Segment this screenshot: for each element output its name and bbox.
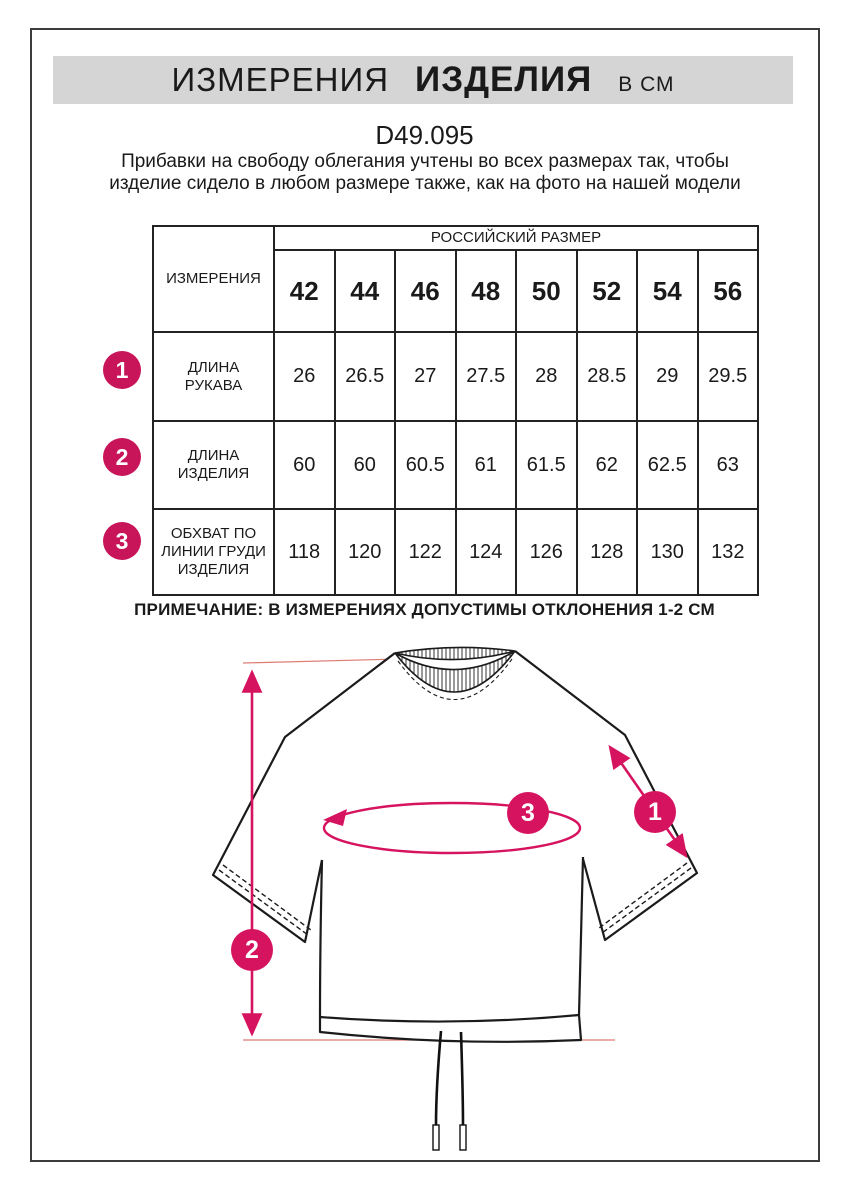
cell-value: 118 [274, 509, 335, 595]
size-header: 52 [577, 250, 638, 332]
size-header: 46 [395, 250, 456, 332]
product-code: D49.095 [375, 120, 474, 150]
tolerance-note: ПРИМЕЧАНИЕ: В ИЗМЕРЕНИЯХ ДОПУСТИМЫ ОТКЛОНЕНИЯ 1-2 СМ [134, 600, 715, 619]
row-number-badge: 2 [103, 438, 141, 476]
row-label: ОБХВАТ ПО ЛИНИИ ГРУДИ ИЗДЕЛИЯ [153, 509, 274, 595]
measure-col-header: ИЗМЕРЕНИЯ [153, 226, 274, 332]
cell-value: 26 [274, 332, 335, 421]
cell-value: 27 [395, 332, 456, 421]
cell-value: 28 [516, 332, 577, 421]
cell-value: 29.5 [698, 332, 759, 421]
measurements-table [152, 225, 759, 596]
size-header: 56 [698, 250, 759, 332]
cell-value: 128 [577, 509, 638, 595]
title-unit-label: В СМ [618, 73, 675, 96]
row-number-badge: 3 [103, 522, 141, 560]
size-header: 42 [274, 250, 335, 332]
cell-value: 62 [577, 421, 638, 509]
cell-value: 29 [637, 332, 698, 421]
cell-value: 132 [698, 509, 759, 595]
cell-value: 26.5 [335, 332, 396, 421]
hem-drawstrings [433, 1031, 466, 1150]
cell-value: 61 [456, 421, 517, 509]
cell-value: 27.5 [456, 332, 517, 421]
page-title: ИЗМЕРЕНИЯ [171, 61, 390, 98]
row-number-badge: 1 [103, 351, 141, 389]
table-row-garment-length [153, 421, 758, 509]
cell-value: 62.5 [637, 421, 698, 509]
cell-value: 130 [637, 509, 698, 595]
page-title-emphasis: ИЗДЕЛИЯ [415, 60, 593, 99]
table-row-sleeve-length [153, 332, 758, 421]
diagram-marker-chest: 3 [507, 792, 549, 834]
title-bar [53, 56, 793, 104]
cell-value: 120 [335, 509, 396, 595]
table-row-chest-girth [153, 509, 758, 595]
cell-value: 60.5 [395, 421, 456, 509]
cell-value: 126 [516, 509, 577, 595]
cell-value: 61.5 [516, 421, 577, 509]
row-label: ДЛИНА РУКАВА [153, 332, 274, 421]
fit-description: Прибавки на свободу облегания учтены во всех размерах так, чтобы изделие сидело в любом размере также, как на фото на нашей модели [109, 151, 741, 194]
cell-value: 60 [335, 421, 396, 509]
tshirt-technical-drawing [185, 635, 770, 1170]
size-header: 48 [456, 250, 517, 332]
size-header: 54 [637, 250, 698, 332]
cell-value: 60 [274, 421, 335, 509]
diagram-marker-sleeve: 1 [634, 791, 676, 833]
cell-value: 63 [698, 421, 759, 509]
cell-value: 122 [395, 509, 456, 595]
size-group-header: РОССИЙСКИЙ РАЗМЕР [274, 226, 758, 250]
cell-value: 28.5 [577, 332, 638, 421]
cell-value: 124 [456, 509, 517, 595]
size-header: 44 [335, 250, 396, 332]
tshirt-body [213, 647, 697, 1041]
diagram-marker-length: 2 [231, 929, 273, 971]
row-label: ДЛИНА ИЗДЕЛИЯ [153, 421, 274, 509]
size-header: 50 [516, 250, 577, 332]
